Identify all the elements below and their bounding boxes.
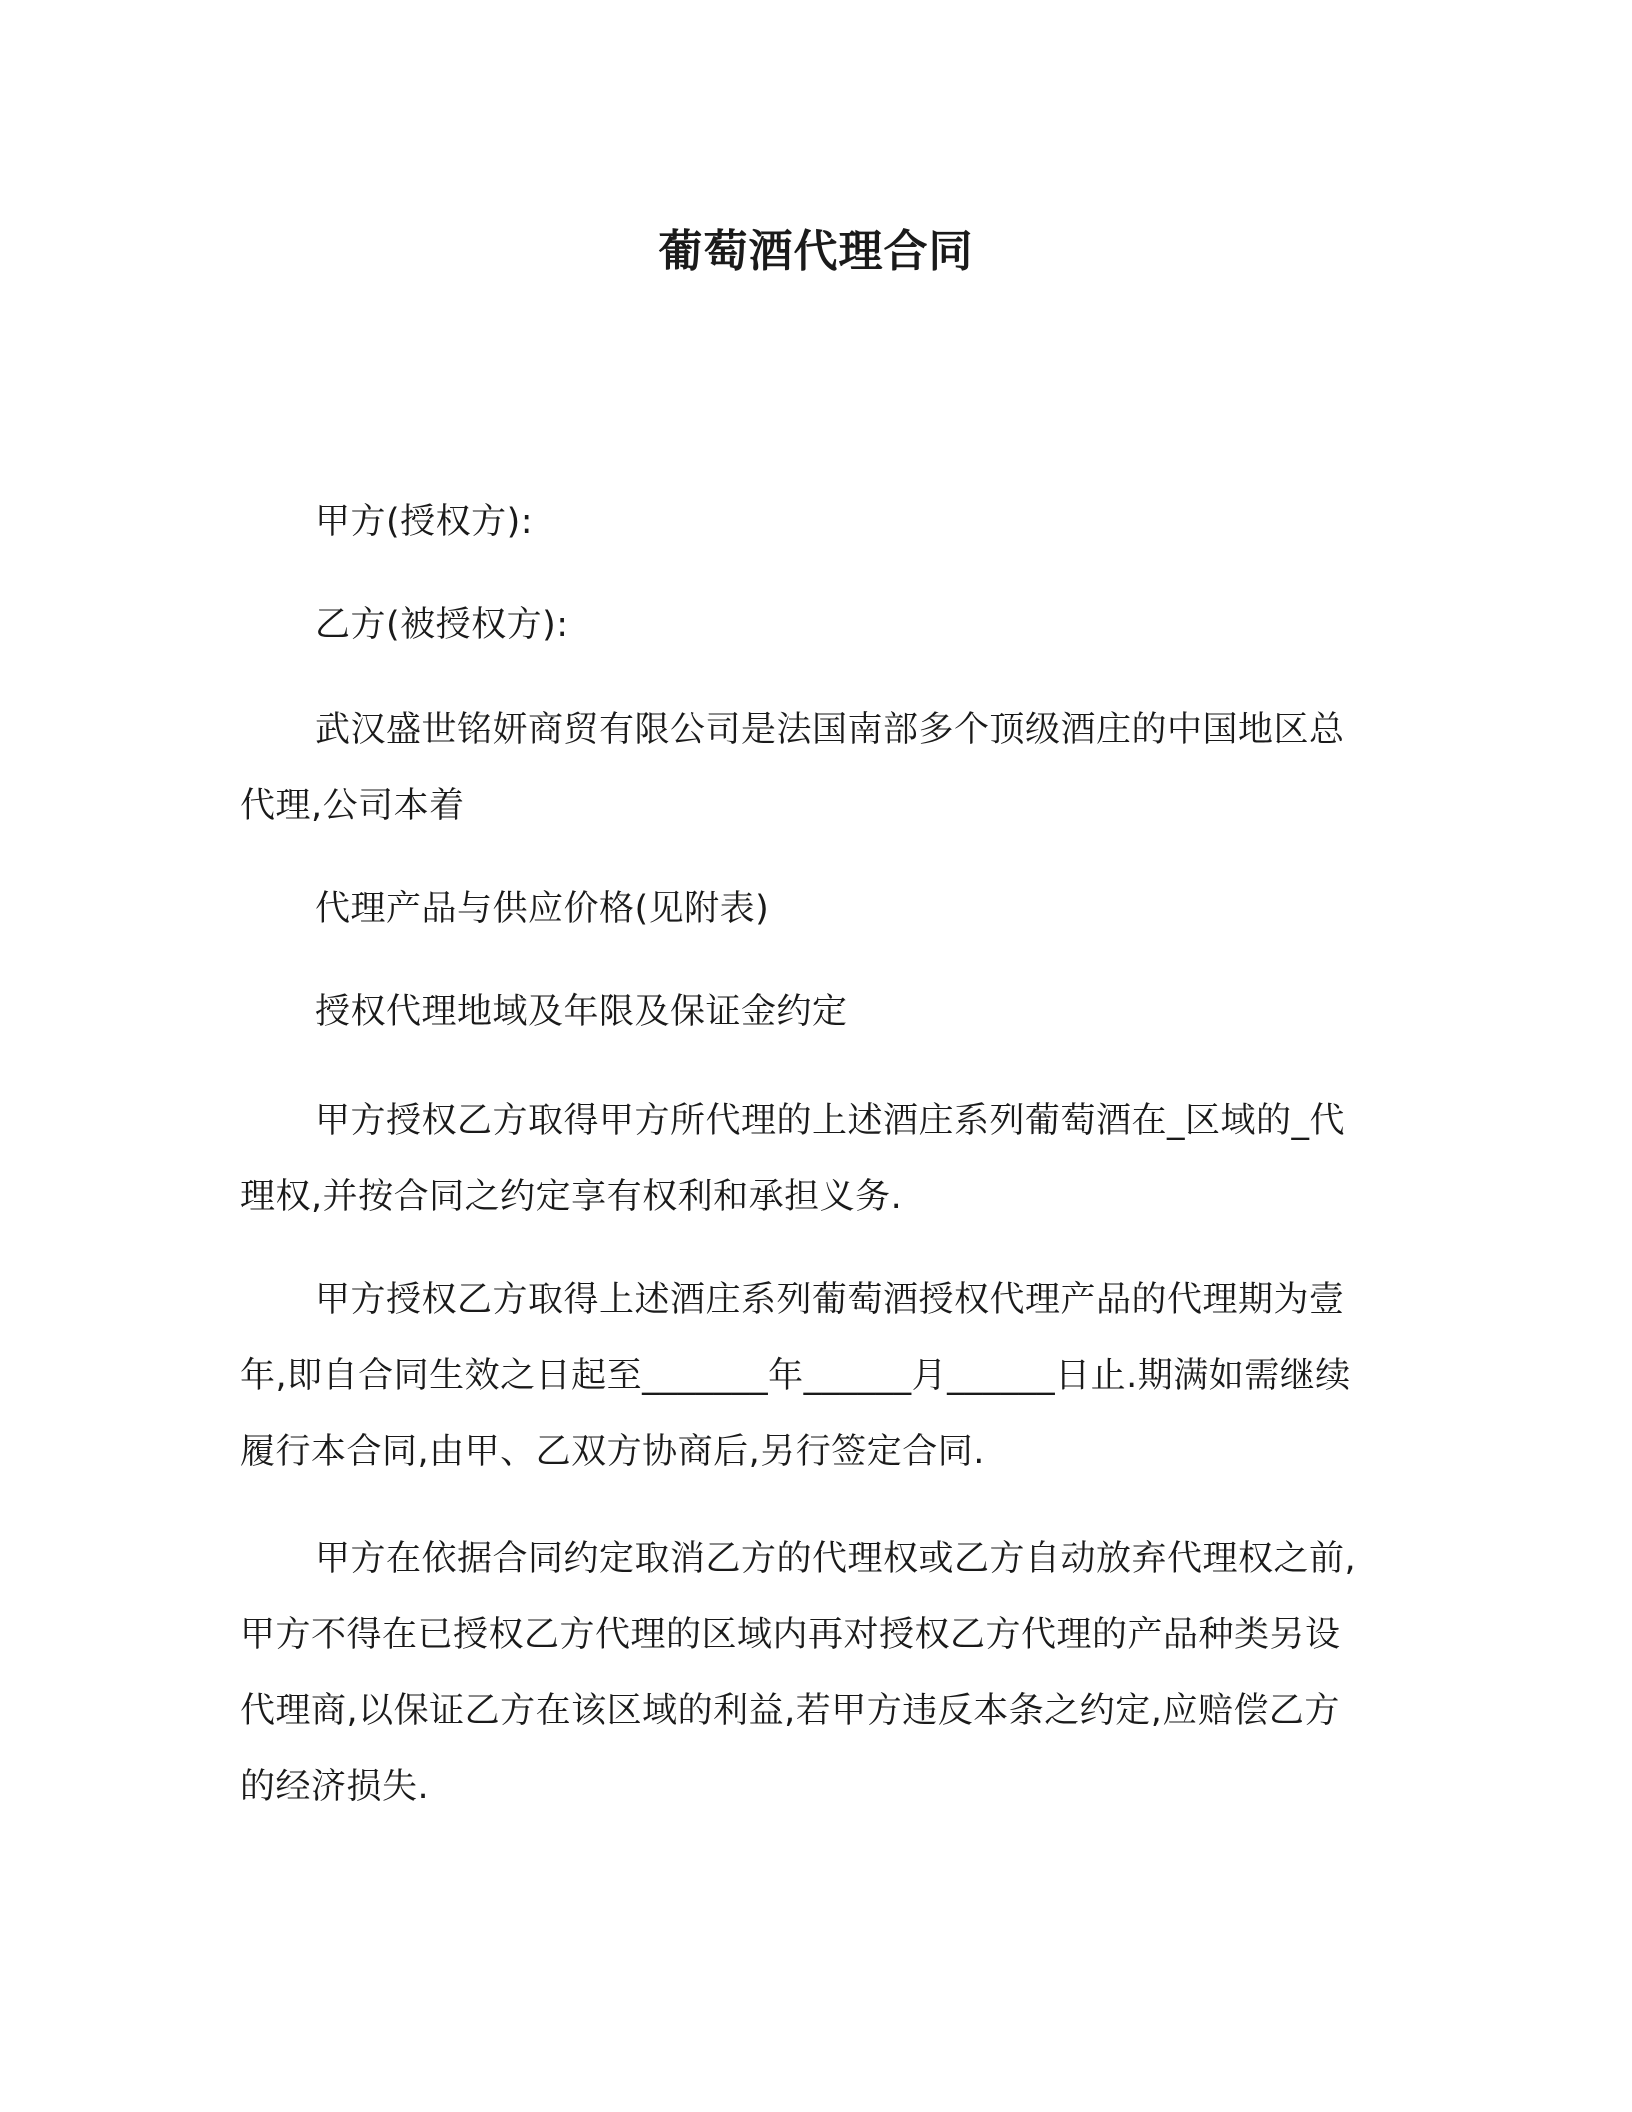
agency-grant-paragraph: 甲方授权乙方取得甲方所代理的上述酒庄系列葡萄酒在_区域的_代理权,并按合同之约定享有权利和承担义务. bbox=[240, 1101, 1346, 1217]
party-a-line: 甲方(授权方): bbox=[315, 502, 534, 542]
company-intro-paragraph: 武汉盛世铭妍商贸有限公司是法国南部多个顶级酒庄的中国地区总代理,公司本着 bbox=[240, 710, 1345, 826]
agency-term-paragraph: 甲方授权乙方取得上述酒庄系列葡萄酒授权代理产品的代理期为壹年,即自合同生效之日起至_______年______月______日止.期满如需继续履行本合同,由甲、乙双方协商后,另行签定合同. bbox=[240, 1280, 1351, 1472]
document-title: 葡萄酒代理合同 bbox=[658, 226, 974, 277]
territory-term-deposit-heading: 授权代理地域及年限及保证金约定 bbox=[315, 992, 848, 1032]
party-b-line: 乙方(被授权方): bbox=[315, 605, 569, 645]
products-pricing-heading: 代理产品与供应价格(见附表) bbox=[315, 889, 770, 929]
exclusivity-paragraph: 甲方在依据合同约定取消乙方的代理权或乙方自动放弃代理权之前,甲方不得在已授权乙方代理的区域内再对授权乙方代理的产品种类另设代理商,以保证乙方在该区域的利益,若甲方违反本条之约定,应赔偿乙方的经济损失. bbox=[240, 1539, 1357, 1807]
